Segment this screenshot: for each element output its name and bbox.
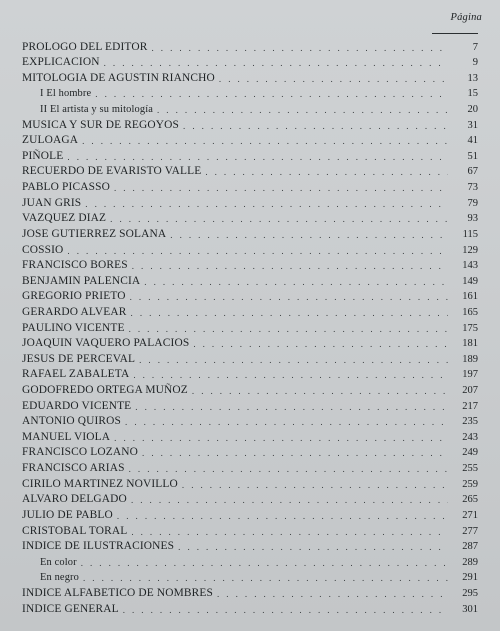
toc-entry-page-number: 143 [462, 260, 478, 272]
dot-leader [85, 198, 448, 210]
toc-entry-page-number: 217 [462, 400, 478, 412]
toc-entry [22, 178, 478, 194]
toc-entry-page-number: 165 [462, 306, 478, 318]
dot-leader [182, 479, 448, 491]
dot-leader [217, 588, 448, 600]
dot-leader [125, 416, 448, 428]
toc-entry-title: MANUEL VIOLA [22, 430, 111, 443]
toc-entry-page-number: 271 [462, 509, 478, 521]
dot-leader [142, 447, 448, 459]
toc-entry [22, 54, 478, 70]
toc-entry-title: CIRILO MARTINEZ NOVILLO [22, 477, 178, 490]
toc-entry [22, 413, 478, 429]
toc-entry [22, 428, 478, 444]
toc-entry [22, 210, 478, 226]
dot-leader [83, 572, 448, 584]
toc-entry-page-number: 13 [467, 72, 478, 84]
toc-entry-title: GREGORIO PRIETO [22, 290, 126, 303]
toc-entry-page-number: 207 [462, 385, 478, 397]
dot-leader [82, 135, 448, 147]
toc-entry-title: MUSICA Y SUR DE REGOYOS [22, 118, 180, 131]
toc-entry-title: FRANCISCO BORES [22, 259, 128, 272]
dot-leader [183, 120, 448, 132]
toc-entry-title: PAULINO VICENTE [22, 321, 125, 334]
toc-entry-title: INDICE DE ILUSTRACIONES [22, 540, 175, 553]
toc-entry-page-number: 265 [462, 494, 478, 506]
toc-entry-page-number: 15 [467, 88, 478, 100]
toc-entry-page-number: 291 [462, 572, 478, 584]
header-rule [432, 33, 478, 34]
toc-entry [22, 38, 478, 54]
toc-entry-page-number: 20 [467, 104, 478, 116]
toc-entry-page-number: 175 [462, 322, 478, 334]
toc-entry-title: PABLO PICASSO [22, 181, 110, 194]
toc-entry-page-number: 259 [462, 478, 478, 490]
toc-entry-title: FRANCISCO ARIAS [22, 462, 125, 475]
toc-entry-page-number: 287 [462, 541, 478, 553]
toc-entry [22, 366, 478, 382]
toc-entry-page-number: 235 [462, 416, 478, 428]
toc-entry [22, 475, 478, 491]
toc-entry-title: JUAN GRIS [22, 196, 82, 209]
toc-entry [22, 303, 478, 319]
toc-entry-title: RECUERDO DE EVARISTO VALLE [22, 165, 202, 178]
toc-entry-page-number: 149 [462, 275, 478, 287]
toc-entry-title: JOAQUIN VAQUERO PALACIOS [22, 337, 190, 350]
toc-entry [22, 600, 478, 616]
toc-entry-page-number: 73 [467, 182, 478, 194]
toc-entry-title: CRISTOBAL TORAL [22, 524, 128, 537]
toc-entry-page-number: 7 [472, 41, 478, 53]
toc-entry [22, 69, 478, 85]
dot-leader [132, 260, 448, 272]
toc-entry-title: COSSIO [22, 243, 64, 256]
dot-leader [139, 354, 448, 366]
toc-entry [22, 553, 478, 569]
dot-leader [131, 307, 448, 319]
toc-entry [22, 288, 478, 304]
dot-leader [157, 104, 448, 116]
dot-leader [133, 369, 448, 381]
toc-entry-title: ALVARO DELGADO [22, 493, 127, 506]
dot-leader [219, 73, 448, 85]
toc-entry [22, 163, 478, 179]
toc-entry-page-number: 129 [462, 244, 478, 256]
toc-entry-page-number: 255 [462, 463, 478, 475]
toc-entry [22, 257, 478, 273]
toc-entry [22, 225, 478, 241]
dot-leader [193, 338, 448, 350]
toc-entry-page-number: 295 [462, 587, 478, 599]
toc-entry [22, 506, 478, 522]
toc-entry-page-number: 41 [467, 135, 478, 147]
toc-entry-page-number: 249 [462, 447, 478, 459]
dot-leader [104, 57, 448, 69]
dot-leader [129, 463, 448, 475]
table-of-contents [22, 38, 478, 616]
toc-entry-page-number: 51 [467, 150, 478, 162]
toc-entry-title: JOSE GUTIERREZ SOLANA [22, 227, 167, 240]
toc-entry-title: I El hombre [40, 88, 92, 100]
toc-entry-page-number: 115 [462, 228, 478, 240]
dot-leader [205, 166, 448, 178]
toc-entry-page-number: 79 [467, 197, 478, 209]
toc-entry-title: PROLOGO DEL EDITOR [22, 40, 148, 53]
toc-entry-page-number: 67 [467, 166, 478, 178]
toc-entry-page-number: 289 [462, 556, 478, 568]
dot-leader [114, 182, 448, 194]
toc-entry-title: GERARDO ALVEAR [22, 305, 127, 318]
toc-entry-title: GODOFREDO ORTEGA MUÑOZ [22, 384, 188, 397]
toc-entry [22, 335, 478, 351]
toc-entry-title: PIÑOLE [22, 149, 64, 162]
toc-entry-page-number: 181 [462, 338, 478, 350]
toc-entry-title: ZULOAGA [22, 134, 79, 147]
toc-entry-page-number: 189 [462, 353, 478, 365]
dot-leader [192, 385, 448, 397]
toc-entry [22, 397, 478, 413]
toc-entry [22, 381, 478, 397]
toc-entry [22, 584, 478, 600]
toc-entry-title: JESUS DE PERCEVAL [22, 352, 136, 365]
dot-leader [123, 604, 448, 616]
dot-leader [110, 213, 448, 225]
toc-entry [22, 147, 478, 163]
dot-leader [170, 229, 448, 241]
page-column-header: Página [450, 12, 482, 23]
toc-entry-title: JULIO DE PABLO [22, 508, 113, 521]
toc-entry [22, 272, 478, 288]
toc-entry-title: INDICE GENERAL [22, 602, 119, 615]
toc-entry-title: II El artista y su mitología [40, 104, 153, 116]
toc-entry-title: En negro [40, 572, 79, 584]
toc-entry-page-number: 9 [472, 57, 478, 69]
toc-entry [22, 116, 478, 132]
dot-leader [144, 276, 448, 288]
dot-leader [130, 291, 448, 303]
toc-entry [22, 350, 478, 366]
toc-entry [22, 459, 478, 475]
dot-leader [135, 401, 448, 413]
toc-entry-page-number: 277 [462, 525, 478, 537]
toc-entry-title: EDUARDO VICENTE [22, 399, 132, 412]
toc-entry [22, 319, 478, 335]
toc-entry-page-number: 93 [467, 213, 478, 225]
toc-entry [22, 538, 478, 554]
dot-leader [178, 541, 448, 553]
dot-leader [129, 323, 448, 335]
dot-leader [81, 557, 448, 569]
dot-leader [67, 245, 448, 257]
toc-entry-title: En color [40, 556, 77, 568]
toc-entry-title: FRANCISCO LOZANO [22, 446, 139, 459]
toc-entry [22, 241, 478, 257]
dot-leader [95, 88, 448, 100]
dot-leader [114, 432, 448, 444]
toc-entry-title: BENJAMIN PALENCIA [22, 274, 141, 287]
toc-entry-page-number: 161 [462, 291, 478, 303]
toc-entry-page-number: 197 [462, 369, 478, 381]
toc-entry-title: RAFAEL ZABALETA [22, 368, 130, 381]
dot-leader [131, 526, 448, 538]
toc-entry-title: MITOLOGIA DE AGUSTIN RIANCHO [22, 71, 215, 84]
toc-entry [22, 194, 478, 210]
toc-entry-title: INDICE ALFABETICO DE NOMBRES [22, 586, 213, 599]
toc-entry [22, 569, 478, 585]
dot-leader [67, 151, 448, 163]
toc-entry [22, 100, 478, 116]
toc-entry-page-number: 243 [462, 431, 478, 443]
dot-leader [131, 494, 448, 506]
toc-entry [22, 132, 478, 148]
dot-leader [151, 42, 448, 54]
toc-entry-page-number: 301 [462, 603, 478, 615]
dot-leader [117, 510, 448, 522]
toc-entry [22, 85, 478, 101]
toc-entry-title: VAZQUEZ DIAZ [22, 212, 107, 225]
toc-entry-title: EXPLICACION [22, 56, 100, 69]
toc-entry-page-number: 31 [467, 119, 478, 131]
toc-entry-title: ANTONIO QUIROS [22, 415, 122, 428]
toc-entry [22, 522, 478, 538]
toc-entry [22, 444, 478, 460]
toc-entry [22, 491, 478, 507]
